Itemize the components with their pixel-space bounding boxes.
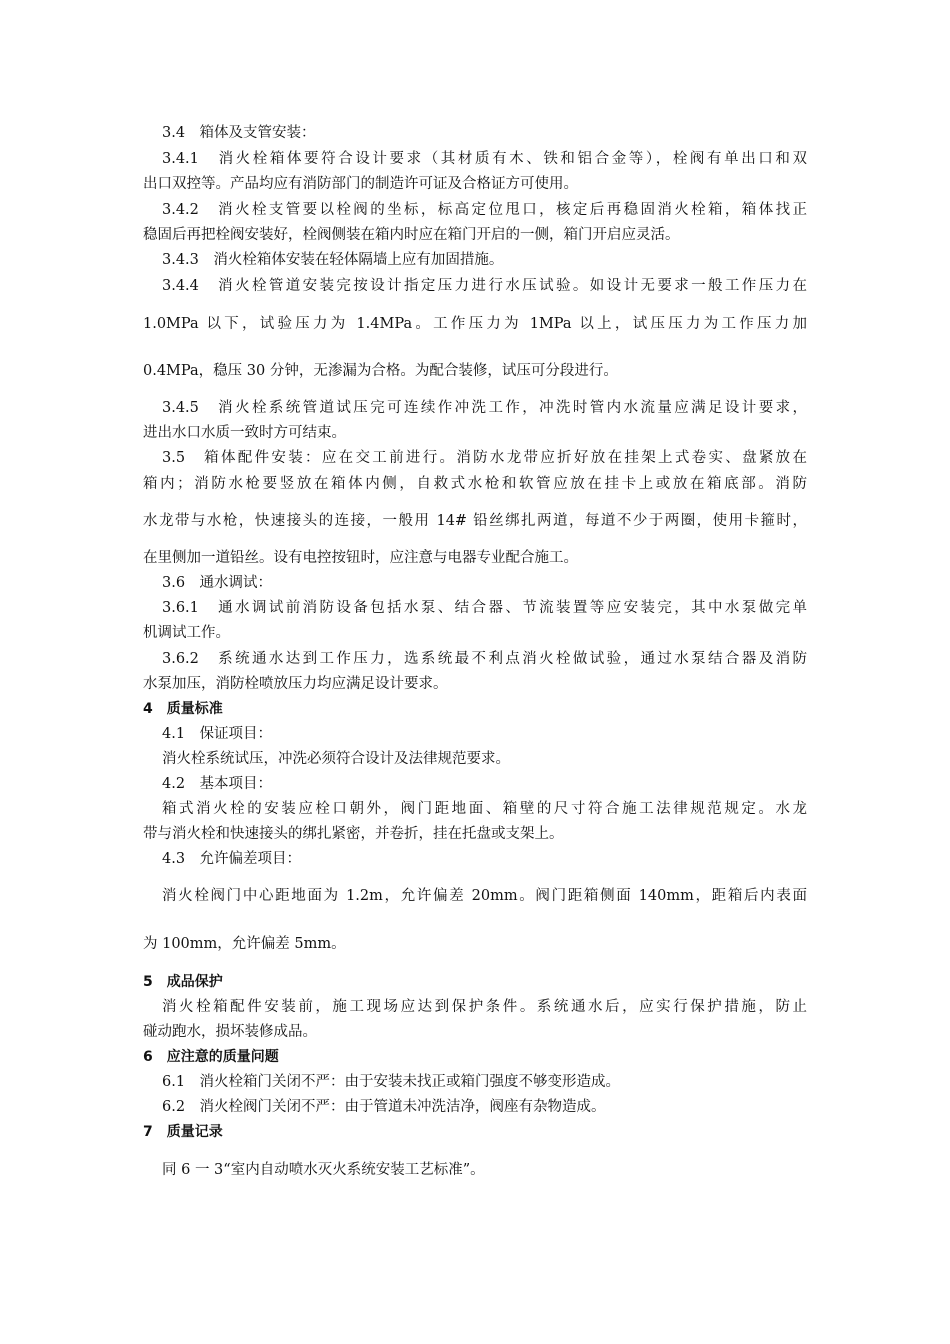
paragraph-line: 带与消火栓和快速接头的绑扎紧密，并卷折，挂在托盘或支架上。	[143, 826, 564, 842]
paragraph-line: 稳固后再把栓阀安装好，栓阀侧装在箱内时应在箱门开启的一侧，箱门开启应灵活。	[143, 227, 680, 243]
paragraph-line: 水泵加压，消防栓喷放压力均应满足设计要求。	[143, 676, 448, 692]
paragraph-line: 3.4.2 消火栓支管要以栓阀的坐标，标高定位甩口，核定后再稳固消火栓箱，箱体找正	[162, 202, 807, 218]
paragraph-line: 碰动跑水，损坏装修成品。	[143, 1024, 317, 1040]
section-6-heading: 6 应注意的质量问题	[143, 1049, 279, 1065]
paragraph-line: 为 100mm，允许偏差 5mm。	[143, 936, 346, 952]
section-3-4-heading: 3.4 箱体及支管安装：	[162, 125, 316, 141]
paragraph-line: 3.4.4 消火栓管道安装完按设计指定压力进行水压试验。如设计无要求一般工作压力在	[162, 278, 807, 294]
section-5-heading: 5 成品保护	[143, 974, 223, 990]
paragraph-line: 1.0MPa 以下，试验压力为 1.4MPa。工作压力为 1MPa 以上，试压压力为工作压力加	[143, 316, 807, 332]
paragraph-line: 3.4.1 消火栓箱体要符合设计要求（其材质有木、铁和铝合金等），栓阀有单出口和双	[162, 151, 807, 167]
section-3-6-heading: 3.6 通水调试：	[162, 575, 273, 591]
paragraph-line: 3.4.3 消火栓箱体安装在轻体隔墙上应有加固措施。	[162, 252, 504, 268]
paragraph-line: 0.4MPa，稳压 30 分钟，无渗漏为合格。为配合装修，试压可分段进行。	[143, 363, 618, 379]
subsection-heading: 4.1 保证项目：	[162, 726, 273, 742]
paragraph-line: 机调试工作。	[143, 625, 230, 641]
subsection-heading: 4.3 允许偏差项目：	[162, 851, 302, 867]
paragraph-line: 箱式消火栓的安装应栓口朝外，阀门距地面、箱壁的尺寸符合施工法律规范规定。水龙	[162, 801, 807, 817]
paragraph-line: 水龙带与水枪，快速接头的连接，一般用 14# 铅丝绑扎两道，每道不少于两圈，使用卡箍时，	[143, 513, 807, 529]
paragraph-line: 6.2 消火栓阀门关闭不严：由于管道未冲洗洁净，阀座有杂物造成。	[162, 1099, 606, 1115]
paragraph-line: 出口双控等。产品均应有消防部门的制造许可证及合格证方可使用。	[143, 176, 578, 192]
paragraph-line: 同 6 一 3“室内自动喷水灭火系统安装工艺标准”。	[162, 1162, 485, 1178]
section-4-heading: 4 质量标准	[143, 701, 223, 717]
paragraph-line: 3.6.1 通水调试前消防设备包括水泵、结合器、节流装置等应安装完，其中水泵做完单	[162, 600, 807, 616]
paragraph-line: 3.4.5 消火栓系统管道试压完可连续作冲洗工作，冲洗时管内水流量应满足设计要求，	[162, 400, 807, 416]
paragraph-line: 箱内；消防水枪要竖放在箱体内侧，自救式水枪和软管应放在挂卡上或放在箱底部。消防	[143, 476, 807, 492]
section-7-heading: 7 质量记录	[143, 1124, 223, 1140]
paragraph-line: 消火栓箱配件安装前，施工现场应达到保护条件。系统通水后，应实行保护措施，防止	[162, 999, 807, 1015]
paragraph-line: 3.5 箱体配件安装：应在交工前进行。消防水龙带应折好放在挂架上式卷实、盘紧放在	[162, 450, 807, 466]
paragraph-line: 在里侧加一道铅丝。设有电控按钮时，应注意与电器专业配合施工。	[143, 550, 578, 566]
paragraph-line: 消火栓系统试压，冲洗必须符合设计及法律规范要求。	[162, 751, 510, 767]
paragraph-line: 进出水口水质一致时方可结束。	[143, 425, 346, 441]
subsection-heading: 4.2 基本项目：	[162, 776, 273, 792]
paragraph-line: 3.6.2 系统通水达到工作压力，选系统最不利点消火栓做试验，通过水泵结合器及消防	[162, 651, 807, 667]
paragraph-line: 6.1 消火栓箱门关闭不严：由于安装未找正或箱门强度不够变形造成。	[162, 1074, 621, 1090]
paragraph-line: 消火栓阀门中心距地面为 1.2m，允许偏差 20mm。阀门距箱侧面 140mm，距箱后内表面	[162, 888, 807, 904]
